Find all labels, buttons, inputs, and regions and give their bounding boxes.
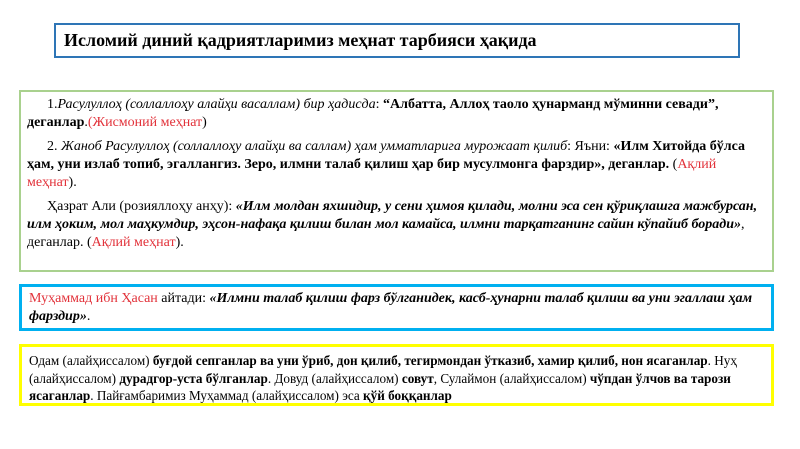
hadith-3-attribution: Ҳазрат Али (розияллоҳу анҳу): xyxy=(47,199,236,214)
prophets-text-5: . Пайғамбаримиз Муҳаммад (алайҳиссалом) эса xyxy=(90,388,364,403)
hadith-3-label: Ақлий меҳнат xyxy=(91,235,176,250)
hadith-1-colon: : xyxy=(375,97,384,112)
hadith-1-attribution: Расулуллоҳ (соллаллоҳу алайҳи васаллам) бир ҳадисда xyxy=(57,97,376,112)
prophets-text-2: . Нуҳ (алайҳиссалом) xyxy=(29,353,737,386)
hadith-2-quote: «Илм Хитойда бўлса ҳам, уни излаб топиб, эгаллангиз. Зеро, илмни талаб қилиш ҳар бир мусулмонга фарздир», деганлар. xyxy=(27,139,745,172)
quote-end: . xyxy=(86,309,91,324)
hadith-paragraph-1 xyxy=(27,96,764,132)
prophets-box xyxy=(19,344,774,406)
prophets-text-4: , Сулаймон (алайҳиссалом) xyxy=(433,370,590,386)
prophets-bold-1: буғдой сепганлар ва уни ўриб, дон қилиб, тегирмондан ўтказиб, хамир қилиб, нон ясаганлар xyxy=(152,353,708,368)
hadith-1-close: ) xyxy=(202,115,207,130)
quote-said: айтади: xyxy=(157,291,210,306)
prophets-text-3: . Довуд (алайҳиссалом) xyxy=(267,370,402,386)
hadith-1-label: (Жисмоний меҳнат xyxy=(87,115,203,130)
hadith-3-after: , деганлар. ( xyxy=(27,217,745,250)
quote-author: Муҳаммад ибн Ҳасан xyxy=(29,291,158,306)
prophets-text-1: Одам (алайҳиссалом) xyxy=(29,353,153,368)
page-title: Исломий диний қадриятларимиз меҳнат тарбияси ҳақида xyxy=(54,23,740,58)
hadith-2-number: 2. xyxy=(47,139,61,154)
quote-box xyxy=(19,284,774,331)
prophets-bold-3: совут xyxy=(401,370,434,386)
hadith-paragraph-2 xyxy=(27,138,764,192)
hadith-2-middle: : Яъни: xyxy=(567,139,614,154)
hadith-1-quote: “Албатта, Аллоҳ таоло ҳунарманд мўминни севади”, деганлар xyxy=(27,97,719,130)
hadith-box xyxy=(19,90,774,272)
hadith-2-attribution: Жаноб Расулуллоҳ (соллаллоҳу алайҳи ва саллам) ҳам умматларига мурожаат қилиб xyxy=(61,139,568,154)
prophets-bold-5: қўй боққанлар xyxy=(363,388,452,403)
prophets-bold-4: чўпдан ўлчов ва тарози ясаганлар xyxy=(29,370,731,403)
hadith-3-close: ). xyxy=(175,235,184,250)
hadith-paragraph-3 xyxy=(27,198,764,252)
hadith-2-label: Ақлий меҳнат xyxy=(27,157,717,190)
hadith-2-close: ). xyxy=(68,175,77,190)
hadith-2-space: ( xyxy=(669,157,678,172)
hadith-3-quote: «Илм молдан яхшидир, у сени ҳимоя қилади, молни эса сен қўриқлашга мажбурсан, илм ҳоким, мол маҳкумдир, эҳсон-нафақа қилиш билан мол камайса, илмни тарқатганинг сайин кўпайиб боради» xyxy=(27,199,758,232)
prophets-bold-2: дурадгор-уста бўлганлар xyxy=(119,370,268,386)
hadith-1-number: 1. xyxy=(47,97,58,112)
hadith-1-dot: . xyxy=(84,115,88,130)
quote-text: «Илмни талаб қилиш фарз бўлганидек, касб-ҳунарни талаб қилиш ва уни эгаллаш ҳам фарздир» xyxy=(29,291,753,324)
